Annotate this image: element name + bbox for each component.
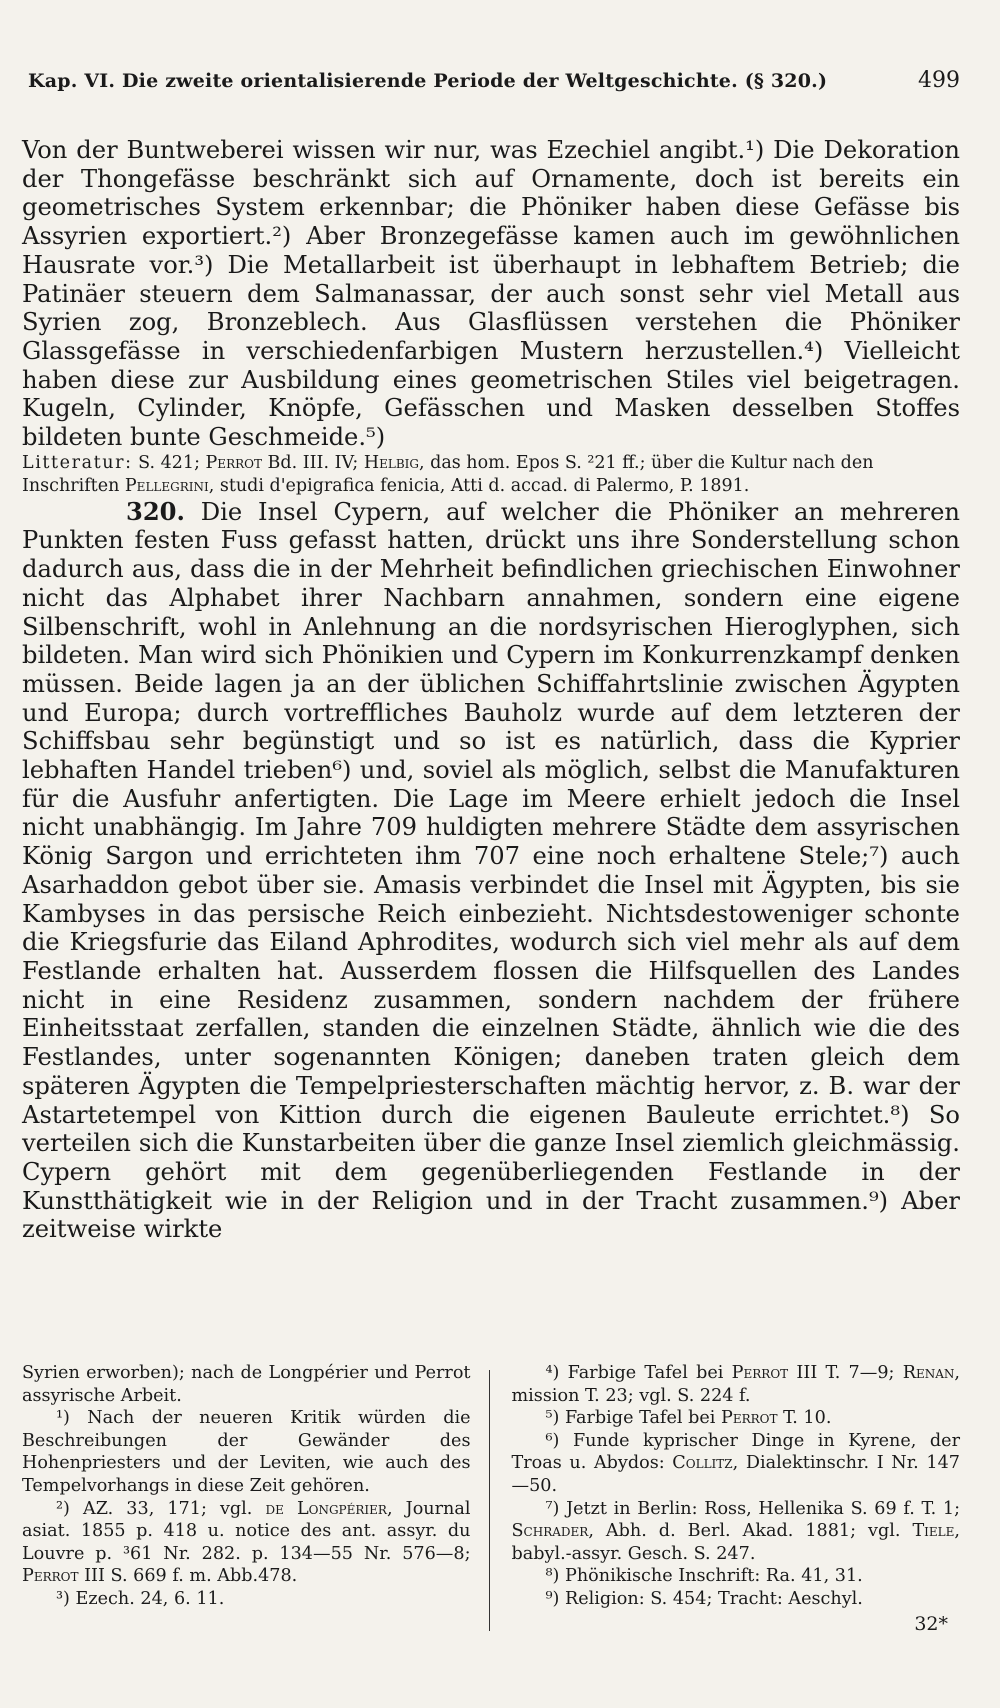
footnote-6-collitz: Collitz [672,1453,733,1474]
signature-mark: 32* [914,1612,948,1635]
section-number: 320. [126,496,185,526]
chapter-heading: Kap. VI. Die zweite orientalisierende Periode der Weltgeschichte. (§ 320.) [28,70,828,92]
footnote-2-perrot: Perrot [22,1566,79,1587]
footnote-8: ⁸) Phönikische Inschrift: Ra. 41, 31. [545,1566,863,1587]
footnote-2-text-b: , Journal asiat. 1855 p. 418 u. notice des ant. assyr. du Louvre p. ³61 Nr. 282. p. 134—55 Nr. 576—8; [22,1498,471,1564]
paragraph-buntweberei: Von der Buntweberei wissen wir nur, was Ezechiel angibt.¹) Die Dekoration der Thongefässe beschränkt sich auf Ornamente, doch ist bereits ein geometrisches System erkennbar; die Phöniker haben diese Gefässe bis Assyrien exportiert.²) Aber Bronzegefässe kamen auch im gewöhnlichen Hausrate vor.³) Die Metallarbeit ist überhaupt in lebhaftem Betrieb; die Patinäer steuern dem Salmanassar, der auch sonst sehr viel Metall aus Syrien zog, Bronzeblech. Aus Glasflüssen verstehen die Phöniker Glassgefässe in verschiedenfarbigen Mustern herzustellen.⁴) Vielleicht haben diese zur Ausbildung eines geometrischen Stiles viel beigetragen. Kugeln, Cylinder, Knöpfe, Gefässchen und Masken desselben Stoffes bildeten bunte Geschmeide.⁵) [22,136,960,452]
footnote-5-text-b: T. 10. [777,1408,832,1429]
footnote-7-schrader: Schrader [511,1521,589,1542]
page-number: 499 [918,68,960,93]
footnote-6-text-b: , Dialektinschr. I Nr. 147—50. [511,1453,960,1496]
footnotes-left-column [22,1362,489,1635]
footnote-6-text-a: ⁶) Funde kyprischer Dinge in Kyrene, der Troas u. Abydos: [511,1430,960,1474]
footnote-7-text-a: ⁷) Jetzt in Berlin: Ross, Hellenika S. 69 f. T. 1; [545,1498,960,1519]
footnote-3: ³) Ezech. 24, 6. 11. [56,1588,225,1609]
literature-perrot: Perrot [205,452,262,473]
footnote-7 [512,1498,961,1566]
footnote-4-text-b: III T. 7—9; [788,1363,903,1383]
main-text [22,136,960,1244]
footnote-5 [512,1407,961,1430]
footnote-7-tiele: Tiele [912,1521,955,1542]
literature-text-1: S. 421; [132,452,206,473]
footnote-9: ⁹) Religion: S. 454; Tracht: Aeschyl. [545,1588,863,1609]
footnote-4 [512,1362,961,1407]
footnote-4-text-c: , mission T. 23; vgl. S. 224 f. [511,1363,960,1406]
literature-pellegrini: Pellegrini [124,475,209,496]
footnote-2-longperier: de Longpérier [265,1498,387,1519]
literature-text-2: Bd. III. IV; [261,452,364,473]
footnote-2-text-c: III S. 669 f. m. Abb.478. [78,1566,298,1587]
literature-text-4: , studi d'epigrafica fenicia, Atti d. accad. di Palermo, P. 1891. [208,475,750,496]
running-header [28,68,960,93]
footnote-4-text-a: ⁴) Farbige Tafel bei [545,1363,732,1383]
footnotes-right-column [490,1362,961,1635]
literature-helbig: Helbig [363,452,419,473]
footnote-7-text-b: , Abh. d. Berl. Akad. 1881; vgl. [588,1521,913,1542]
footnote-4-renan: Renan [902,1363,955,1383]
footnote-5-perrot: Perrot [720,1408,778,1429]
footnotes [22,1362,960,1635]
literature-note [22,452,960,498]
literature-text-3: , das hom. Epos S. ²21 ff.; über die Kultur nach den Inschriften [22,452,874,496]
footnote-continuation: Syrien erworben); nach de Longpérier und Perrot assyrische Arbeit. [22,1363,471,1406]
footnote-1: ¹) Nach der neueren Kritik würden die Beschreibungen der Gewänder des Hohenpriesters und der Leviten, wie auch des Tempelvorhangs in diese Zeit gehören. [22,1408,471,1496]
literature-label: Litteratur: [22,452,133,473]
footnote-7-text-c: , babyl.-assyr. Gesch. S. 247. [511,1521,960,1564]
footnote-4-perrot: Perrot [731,1363,789,1383]
section-320-text: Die Insel Cypern, auf welcher die Phöniker an mehreren Punkten festen Fuss gefasst hatten, drückt uns ihre Sonderstellung schon dadurch aus, dass die in der Mehrheit befindlichen griechischen Einwohner nicht das Alphabet ihrer Nachbarn annahmen, sondern eine eigene Silbenschrift, wohl in Anlehnung an die nordsyrischen Hieroglyphen, sich bildeten. Man wird sich Phönikien und Cypern im Konkurrenzkampf denken müssen. Beide lagen ja an der üblichen Schiffahrtslinie zwischen Ägypten und Europa; durch vortreffliches Bauholz wurde auf dem letzteren der Schiffsbau sehr begünstigt und so ist es natürlich, dass die Kyprier lebhaften Handel trieben⁶) und, soviel als möglich, selbst die Manufakturen für die Ausfuhr anfertigten. Die Lage im Meere erhielt jedoch die Insel nicht unabhängig. Im Jahre 709 huldigten mehrere Städte dem assyrischen König Sargon und errichteten ihm 707 eine noch erhaltene Stele;⁷) auch Asarhaddon gebot über sie. Amasis verbindet die Insel mit Ägypten, bis sie Kambyses in das persische Reich einbezieht. Nichtsdestoweniger schonte die Kriegsfurie das Eiland Aphrodites, wodurch sich viel mehr als auf dem Festlande erhalten hat. Ausserdem flossen die Hilfsquellen des Landes nicht in eine Residenz zusammen, sondern nachdem der frühere Einheitsstaat zerfallen, standen die einzelnen Städte, ähnlich wie die des Festlandes, unter sogenannten Königen; daneben traten gleich dem späteren Ägypten die Tempelpriesterschaften mächtig hervor, z. B. war der Astartetempel von Kittion durch die eigenen Bauleute errichtet.⁸) So verteilen sich die Kunstarbeiten über die ganze Insel ziemlich gleichmässig. Cypern gehört mit dem gegenüberliegenden Festlande in der Kunstthätigkeit wie in der Religion und in der Tracht zusammen.⁹) Aber zeitweise wirkte [22,497,960,1244]
footnote-6 [512,1430,961,1498]
footnote-2 [22,1498,471,1588]
footnote-2-text-a: ²) AZ. 33, 171; vgl. [56,1498,266,1519]
footnote-5-text-a: ⁵) Farbige Tafel bei [545,1408,721,1429]
section-320 [22,498,960,1244]
